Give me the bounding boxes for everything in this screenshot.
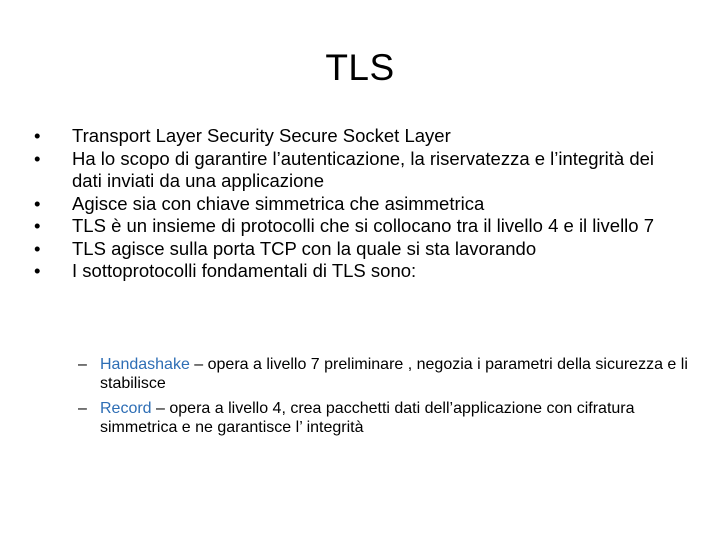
bullet-icon: •: [34, 147, 41, 169]
bullet-icon: •: [34, 215, 41, 236]
bullet-icon: •: [34, 260, 41, 281]
bullet-item: [34, 238, 686, 261]
protocol-term: Record: [100, 400, 152, 417]
bullet-text: Ha lo scopo di garantire l’autenticazione, la riservatezza e l’integrità dei dati inviati da una applicazione: [72, 147, 655, 191]
bullet-item: [34, 193, 686, 216]
dash-icon: –: [78, 400, 87, 417]
bullet-text: TLS agisce sulla porta TCP con la quale si sta lavorando: [72, 237, 537, 259]
bullet-list: [34, 125, 686, 283]
sub-bullet-text: – opera a livello 7 preliminare , negozia i parametri della sicurezza e li stabilisce: [100, 356, 688, 392]
bullet-text: I sottoprotocolli fondamentali di TLS sono:: [72, 260, 417, 281]
bullet-text: Transport Layer Security Secure Socket Layer: [72, 125, 451, 146]
slide-content: [34, 125, 686, 283]
bullet-icon: •: [34, 192, 41, 214]
bullet-item: [34, 215, 686, 238]
sub-bullet-item: [78, 399, 688, 437]
bullet-icon: •: [34, 125, 41, 146]
bullet-icon: •: [34, 237, 41, 259]
bullet-item: [34, 125, 686, 148]
dash-icon: –: [78, 356, 87, 373]
bullet-item: [34, 260, 686, 283]
protocol-term: Handashake: [100, 356, 190, 373]
bullet-text: Agisce sia con chiave simmetrica che asimmetrica: [72, 192, 485, 214]
bullet-item: [34, 148, 686, 193]
slide-title: TLS: [325, 47, 395, 88]
sub-bullet-item: [78, 355, 688, 393]
bullet-text: TLS è un insieme di protocolli che si collocano tra il livello 4 e il livello 7: [72, 215, 655, 236]
sub-bullet-text: – opera a livello 4, crea pacchetti dati dell’applicazione con cifratura simmetrica e ne garantisce l’ integrità: [100, 400, 635, 436]
sub-bullet-list: [78, 355, 688, 443]
